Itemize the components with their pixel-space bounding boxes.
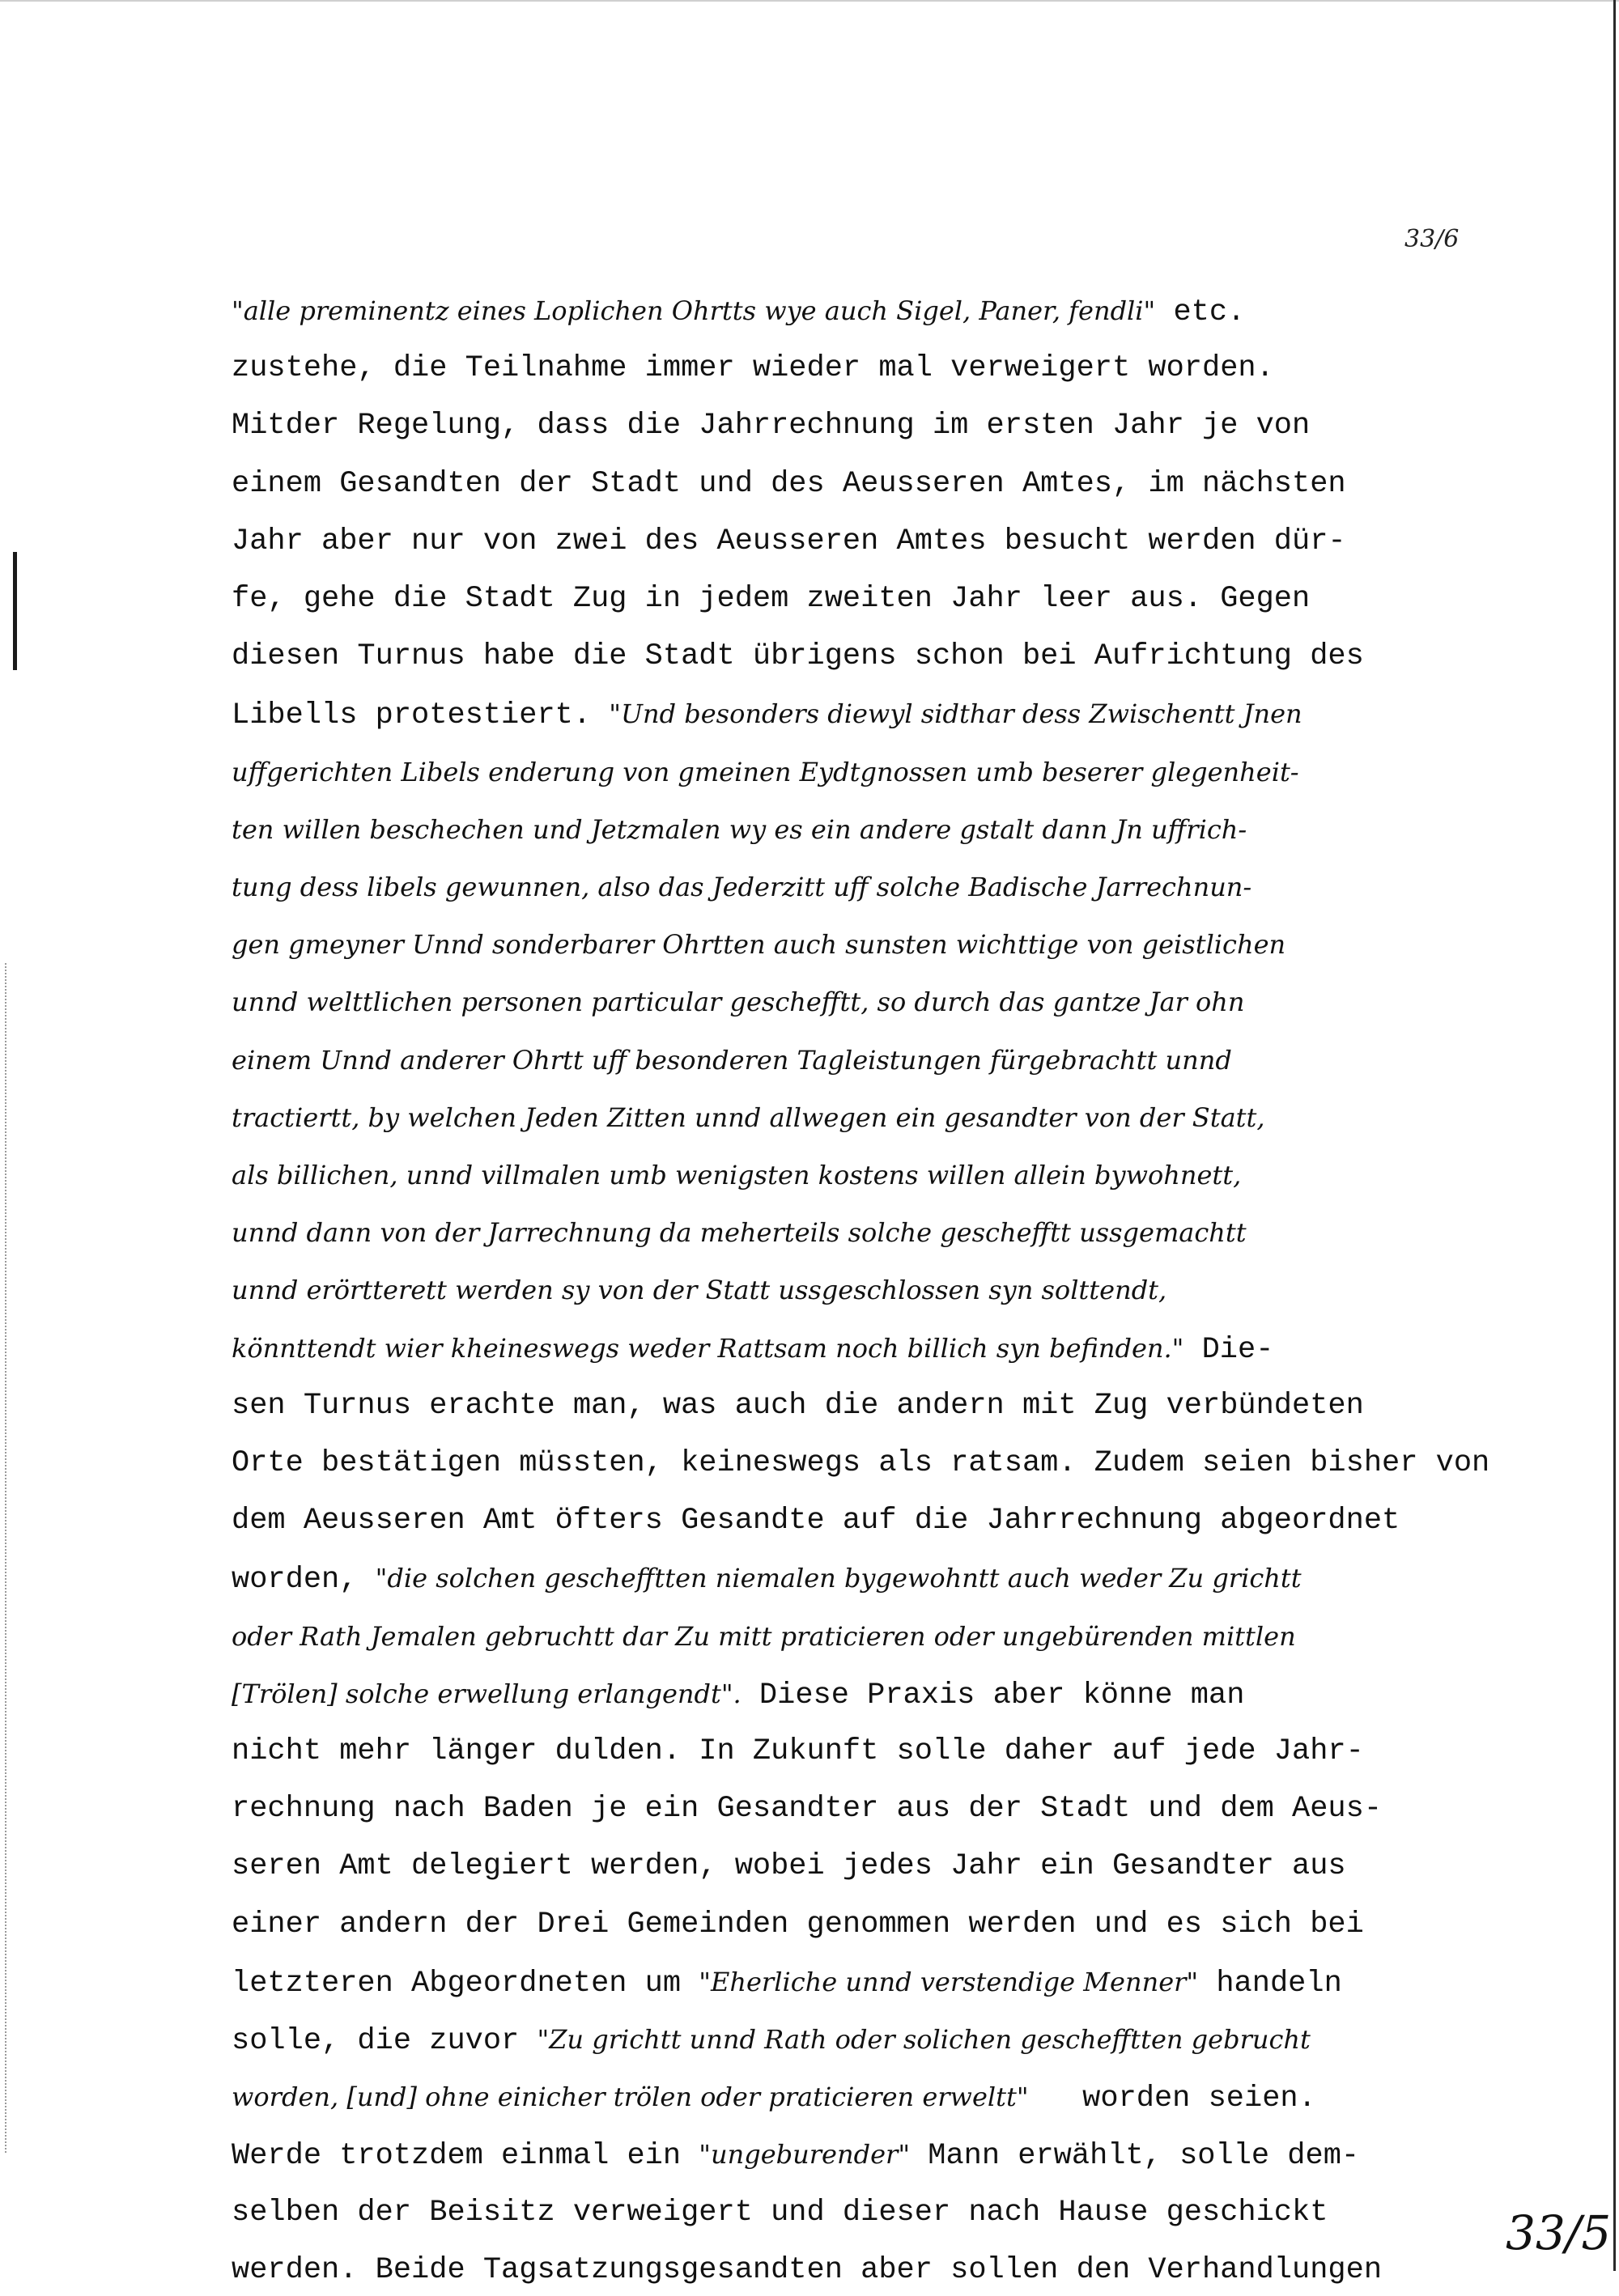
- quoted-source-text: "Und besonders diewyl sidthar dess Zwischentt Jnen: [609, 698, 1302, 730]
- body-text-segment: zustehe, die Teilnahme immer wieder mal verweigert worden.: [232, 351, 1274, 386]
- body-text-segment: Die-: [1183, 1332, 1274, 1367]
- text-line: [232, 977, 1245, 1028]
- body-text-segment: worden seien.: [1028, 2082, 1316, 2116]
- text-line: [232, 1841, 1346, 1892]
- quoted-source-text: unnd welttlichen personen particular geschefftt, so durch das gantze Jar ohn: [232, 987, 1245, 1018]
- scan-top-edge: [0, 0, 1619, 2]
- body-text-segment: Werde trotzdem einmal ein: [232, 2139, 699, 2174]
- text-line: [232, 516, 1346, 567]
- quoted-source-text: einem Unnd anderer Ohrtt uff besonderen Tagleistungen fürgebrachtt unnd: [232, 1044, 1232, 1076]
- text-line: [232, 1611, 1296, 1662]
- body-text-segment: seren Amt delegiert werden, wobei jedes Jahr ein Gesandter aus: [232, 1849, 1346, 1884]
- quoted-source-text: "die solchen geschefftten niemalen bygewohntt auch weder Zu grichtt: [375, 1563, 1302, 1594]
- body-text-segment: Orte bestätigen müssten, keineswegs als ratsam. Zudem seien bisher von: [232, 1446, 1490, 1480]
- quoted-source-text: könnttendt wier kheineswegs weder Rattsam noch billich syn befinden.": [232, 1332, 1184, 1364]
- quoted-source-text: tung dess libels gewunnen, also das Jederzitt uff solche Badische Jarrechnun-: [232, 872, 1252, 902]
- text-line: [232, 1669, 1244, 1720]
- text-line: [232, 459, 1346, 510]
- body-text-segment: Jahr aber nur von zwei des Aeusseren Amtes besucht werden dür-: [232, 524, 1346, 558]
- margin-scan-specks: [5, 963, 16, 2153]
- body-text-segment: handeln: [1198, 1966, 1342, 2001]
- text-line: [232, 862, 1251, 913]
- body-text-segment: Mitder Regelung, dass die Jahrrechnung im ersten Jahr je von: [232, 409, 1311, 443]
- body-text-segment: nicht mehr länger dulden. In Zukunft solle daher auf jede Jahr-: [232, 1734, 1364, 1768]
- text-line: [232, 2245, 1382, 2296]
- text-line: [232, 1784, 1382, 1835]
- text-line: [232, 401, 1310, 452]
- text-line: [232, 919, 1285, 970]
- quoted-source-text: unnd dann von der Jarrechnung da meherteils solche geschefftt ussgemachtt: [232, 1217, 1247, 1249]
- body-text-segment: worden,: [232, 1563, 376, 1598]
- body-text-segment: werden. Beide Tagsatzungsgesandten aber sollen den Verhandlungen: [232, 2252, 1383, 2287]
- text-line: [232, 2072, 1316, 2123]
- body-text-segment: einem Gesandten der Stadt und des Aeusseren Amtes, im nächsten: [232, 466, 1346, 501]
- text-line: [232, 2014, 1311, 2065]
- quoted-source-text: tractiertt, by welchen Jeden Zitten unnd allwegen ein gesandter von der Statt,: [232, 1101, 1265, 1133]
- handwritten-page-stamp: 33/5: [1506, 2205, 1612, 2260]
- scan-right-edge: [1613, 0, 1616, 2271]
- text-line: [232, 1207, 1247, 1258]
- quoted-source-text: worden, [und] ohne einicher trölen oder praticieren erweltt": [232, 2082, 1029, 2113]
- quoted-source-text: oder Rath Jemalen gebruchtt dar Zu mitt praticieren oder ungebürenden mittlen: [232, 1620, 1296, 1652]
- text-line: [232, 1496, 1400, 1547]
- page-number: 33/6: [1404, 225, 1460, 253]
- body-text-segment: letzteren Abgeordneten um: [232, 1966, 699, 2001]
- text-line: [232, 747, 1299, 798]
- text-line: [232, 2129, 1359, 2180]
- body-text-segment: Diese Praxis aber könne man: [741, 1678, 1245, 1712]
- body-text-segment: dem Aeusseren Amt öfters Gesandte auf die Jahrrechnung abgeordnet: [232, 1504, 1400, 1538]
- body-text-segment: einer andern der Drei Gemeinden genommen werden und es sich bei: [232, 1907, 1364, 1942]
- body-text-segment: rechnung nach Baden je ein Gesandter aus der Stadt und dem Aeus-: [232, 1792, 1383, 1827]
- text-line: [232, 1726, 1364, 1777]
- text-line: [232, 1035, 1232, 1086]
- text-line: [232, 1957, 1342, 2008]
- quoted-source-text: "Eherliche unnd verstendige Menner": [699, 1966, 1199, 1997]
- body-text-segment: sen Turnus erachte man, was auch die andern mit Zug verbündeten: [232, 1388, 1364, 1423]
- body-text-segment: solle, die zuvor: [232, 2024, 538, 2058]
- text-line: [232, 631, 1364, 682]
- quoted-source-text: "ungeburender": [699, 2139, 911, 2171]
- body-text-segment: Mann erwählt, solle dem-: [910, 2139, 1360, 2174]
- text-line: [232, 286, 1245, 337]
- text-line: [232, 1438, 1489, 1489]
- text-line: [232, 343, 1274, 394]
- text-line: [232, 1323, 1273, 1374]
- text-line: [232, 1553, 1302, 1604]
- quoted-source-text: [Trölen] solche erwellung erlangendt".: [232, 1678, 742, 1709]
- text-line: [232, 1381, 1364, 1432]
- margin-bracket-mark: [5, 552, 17, 670]
- quoted-source-text: gen gmeyner Unnd sonderbarer Ohrtten auch sunsten wichttige von geistlichen: [232, 929, 1286, 961]
- body-text-segment: diesen Turnus habe die Stadt übrigens schon bei Aufrichtung des: [232, 639, 1364, 674]
- body-text-segment: selben der Beisitz verweigert und dieser nach Hause geschickt: [232, 2195, 1328, 2230]
- text-line: [232, 1093, 1265, 1144]
- text-line: [232, 689, 1302, 740]
- quoted-source-text: als billichen, unnd villmalen umb wenigsten kostens willen allein bywohnett,: [232, 1160, 1242, 1190]
- text-line: [232, 1150, 1241, 1201]
- quoted-source-text: "Zu grichtt unnd Rath oder solichen geschefftten gebrucht: [537, 2024, 1311, 2055]
- text-line: [232, 1899, 1364, 1950]
- body-text-segment: fe, gehe die Stadt Zug in jedem zweiten Jahr leer aus. Gegen: [232, 582, 1311, 616]
- text-line: [232, 2188, 1328, 2239]
- body-text-segment: etc.: [1155, 295, 1246, 329]
- quoted-source-text: unnd erörtterett werden sy von der Statt ussgeschlossen syn solttendt,: [232, 1275, 1167, 1306]
- body-text-segment: Libells protestiert.: [232, 698, 610, 733]
- text-line: [232, 1265, 1166, 1316]
- quoted-source-text: ten willen beschechen und Jetzmalen wy es ein andere gstalt dann Jn uffrich-: [232, 813, 1247, 845]
- quoted-source-text: uffgerichten Libels enderung von gmeinen Eydtgnossen umb beserer glegenheit-: [232, 756, 1299, 787]
- text-line: [232, 804, 1247, 855]
- text-line: [232, 574, 1310, 625]
- quoted-source-text: "alle preminentz eines Loplichen Ohrtts wye auch Sigel, Paner, fendli": [232, 295, 1156, 326]
